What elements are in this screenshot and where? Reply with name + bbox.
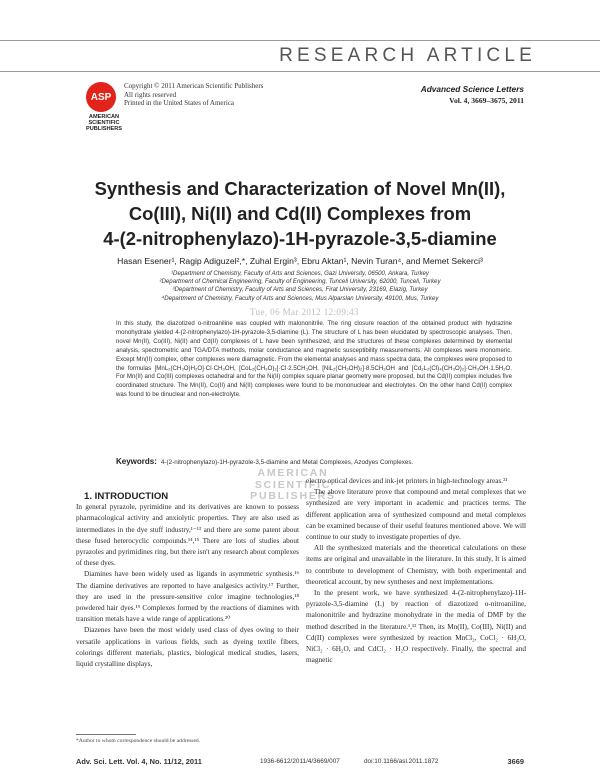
right-column (306, 476, 526, 666)
paragraph: Diazenes have been the most widely used class of dyes owing to their versatile applications in various fields, such as dyeing textile fibers, colorings different materials, plastics, biological medical studies, lasers, liquid crystalline displays, (76, 626, 299, 669)
paragraph: electro optical devices and ink-jet printers in high-technology areas.²¹ (306, 477, 508, 485)
author-list: Hasan Esener¹, Ragip Adiguzel²,*, Zuhal Ergin³, Ebru Aktan¹, Nevin Turan⁴, and Memet Sekerci³ (117, 256, 483, 266)
copyright-line: Copyright © 2011 American Scientific Publishers (124, 82, 264, 90)
abstract: In this study, the diazotized o-nitroaniline was coupled with malononitrile. The ring closure reaction of the obtained product with hydrazine monohydrate yielded 4-(2-nitrophenylazo)-1H-pyrazole-3,5-diamine (L). The structure of L has been elucidated by spectroscopic analyses. Then, novel Mn(II), Co(III), Ni(II) and Cd(II) complexes of L have been synthesized, and the structures of these complexes determined by elemental analysis, spectrometric and TGA/DTA methods, molar conductance and magnetic susceptibility measurements. All complexes were monomeric. Except Mn(II) complex, other complexes were diamagnetic. From the elemental analyses and mass spectra data, the complexes were proposed to the formulas [MnL₂(CH₃O)H₂O]·Cl·CH₃OH, [CoL₂(CH₃O)₂]·Cl·2.5CH₃OH, [NiL₂(CH₃OH)₂]·8.5CH₃OH and [Cd₂L₂(Cl)₄(CH₃O)₂]·CH₃OH·1.5H₂O. For Mn(II) and Co(III) complexes octahedral and for the Ni(II) complex square planar geometry were proposed, but the Cd(II) complex includes five coordinated structure. The Mn(II), Co(II) and Ni(II) complexes were found to be mononuclear and electrolytes. On the other hand Cd(II) complex was found to be dinuclear and non-electrolyte. (116, 320, 512, 399)
paragraph: In the present work, we have synthesized 4-(2-nitrophenylazo)-1H-pyrazole-3,5-diamine (L) by reaction of diazotized o-nitroaniline, malononitrile and hydrazine monohydrate in the media of DMF by the method described in the literature.¹,¹² Then, its Mn(II), Co(III), Ni(II) and Cd(II) complexes were synthesized by reaction MnCl₂, CoCl₂ · 6H₂O, NiCl₂ · 6H₂O, and CdCl₂ · H₂O respectively. Finally, the spectral and magnetic (306, 589, 526, 665)
left-column (76, 491, 299, 670)
watermark-line-3: PUBLISHERS (250, 490, 336, 502)
keywords (116, 457, 516, 466)
delivery-stamp: Tue, 06 Mar 2012 12:09:43 (250, 307, 359, 317)
keywords-label: Keywords: (116, 457, 157, 466)
page-number: 3669 (507, 757, 524, 766)
paragraph: Diamines have been widely used as ligands in asymmetric synthesis.¹⁶ The diamine derivatives are reported to have analgesics activity.¹⁷ Further, they are used in the pressure-sensitive color imagine technologies,¹⁸ powdered hair dyes.¹⁹ Complexes formed by the reactions of diamines with transition metals have a wide range of applications.²⁰ (76, 570, 299, 624)
page-footer (76, 757, 524, 767)
paragraph: All the synthesized materials and the theoretical calculations on these items are original and unavailable in the literature. In this study, It is aimed to contribute to development of Chemistry, with both experimental and theoretical account, by new syntheses and next implementations. (306, 544, 526, 586)
article-type-label: RESEARCH ARTICLE (279, 45, 536, 66)
publisher-logo (86, 82, 116, 112)
article-title (60, 176, 540, 251)
keywords-text: 4-(2-nitrophenylazo)-1H-pyrazole-3,5-diamine and Metal Complexes, Azodyes Complexes. (160, 459, 414, 466)
title-line-1: Synthesis and Characterization of Novel Mn(II), (94, 178, 506, 199)
journal-volume: Vol. 4, 3669–3675, 2011 (449, 96, 524, 105)
title-line-3: 4-(2-nitrophenylazo)-1H-pyrazole-3,5-diamine (103, 228, 497, 249)
paragraph: The above literature prove that compound and metal complexes that we synthesized are very important in academic and practices terms. The different application area of synthesized compound and metal complexes can be examined because of their useful features mentioned above. We will continue to our study to investigate properties of dye. (306, 488, 526, 542)
journal-name: Advanced Science Letters (420, 84, 524, 94)
section-banner (0, 40, 600, 72)
affiliation-1: ¹Department of Chemistry, Faculty of Arts and Sciences, Gazi University, 06500, Ankara, Turkey (171, 270, 429, 277)
correspondence-footnote: *Author to whom correspondence should be addressed. (76, 738, 201, 744)
logo-caption: AMERICAN SCIENTIFIC PUBLISHERS (85, 114, 123, 132)
affiliation-3: ³Department of Chemistry, Faculty of Arts and Sciences, Firat University, 23169, Elazig, Turkey (172, 286, 428, 294)
footnote-divider (76, 734, 136, 735)
printed-line: Printed in the United States of America (124, 99, 235, 107)
section-heading-introduction: 1. INTRODUCTION (84, 491, 169, 502)
journal-info (421, 84, 524, 105)
affiliation-2: ²Department of Chemical Engineering, Faculty of Engineering, Tunceli University, 62000, Tunceli, Turkey (159, 278, 441, 286)
watermark-line-2: SCIENTIFIC (254, 478, 332, 491)
affiliation-4: ⁴Department of Chemistry, Faculty of Arts and Sciences, Mus Alparslan University, 49100, Mus, Turkey (161, 294, 439, 302)
footer-doi: doi:10.1166/asl.2011.1872 (364, 758, 439, 765)
affiliations (60, 270, 540, 303)
footer-journal: Adv. Sci. Lett. Vol. 4, No. 11/12, 2011 (76, 757, 202, 766)
publisher-info (124, 82, 263, 108)
title-line-2: Co(III), Ni(II) and Cd(II) Complexes from (128, 203, 472, 224)
logo-text: ASP (90, 91, 112, 103)
paragraph: In general pyrazole, pyrimidine and its derivatives are known to possess pharmacological activity and anxiolytic properties. They are also used as intermediates in the dye stuff industry,¹⁻¹³ and there are some patent about these fused heterocyclic compounds.¹⁴,¹⁵ There are lots of studies about pyrazoles and pyrimidines ring, but there isn't any research about complexes of these dyes. (76, 503, 299, 568)
watermark-line-1: AMERICAN (257, 467, 329, 479)
rights-line: All rights reserved (124, 90, 177, 99)
footer-issn: 1936-6612/2011/4/3669/007 (260, 758, 340, 765)
